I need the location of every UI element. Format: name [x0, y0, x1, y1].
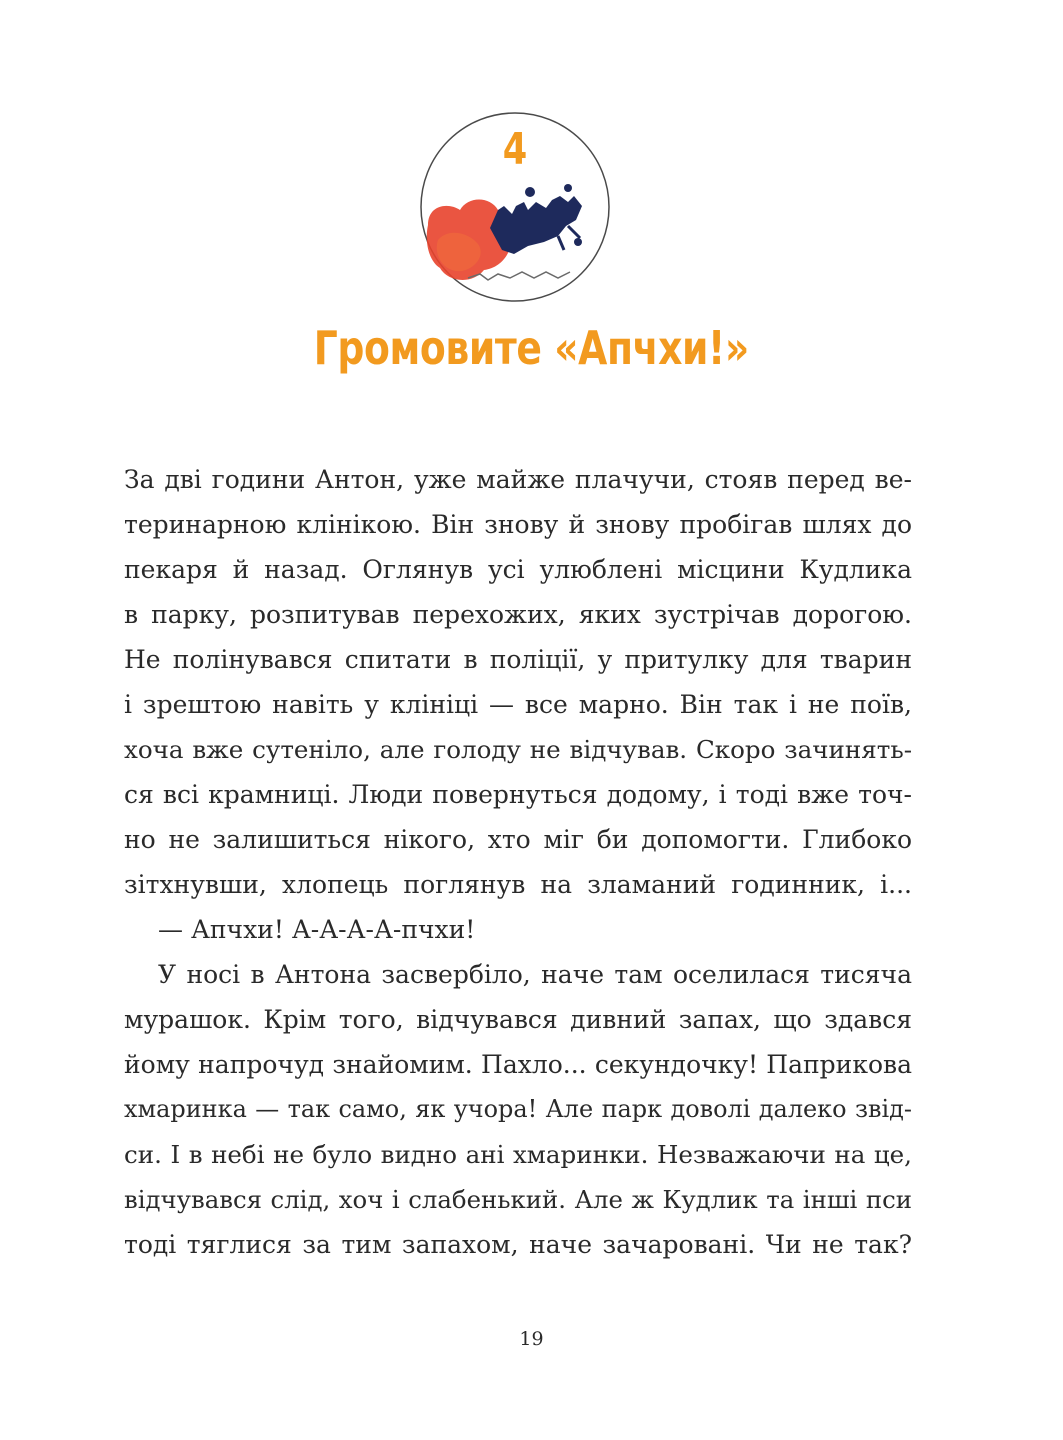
chapter-body	[124, 457, 912, 1267]
body-line: мурашок. Крім того, відчувався дивний запах, що здався	[124, 1005, 912, 1034]
chapter-number: 4	[502, 124, 528, 175]
body-line: У носі в Антона засвербіло, наче там оселилася тисяча	[158, 960, 912, 989]
body-line: в парку, розпитував перехожих, яких зустрічав дорогою.	[124, 600, 912, 629]
body-line: Не полінувався спитати в поліції, у притулку для тварин	[124, 645, 912, 674]
body-line: тоді тяглися за тим запахом, наче зачаровані. Чи не так?	[124, 1230, 912, 1259]
body-line: теринарною клінікою. Він знову й знову пробігав шлях до	[124, 510, 912, 539]
body-line: хмаринка — так само, як учора! Але парк доволі далеко звід-	[124, 1095, 912, 1123]
body-line: но не залишиться нікого, хто міг би допомогти. Глибоко	[124, 825, 912, 854]
page-number: 19	[519, 1328, 544, 1350]
body-line: За дві години Антон, уже майже плачучи, стояв перед ве-	[124, 465, 912, 494]
body-line: йому напрочуд знайомим. Пахло... секундочку! Паприкова	[124, 1050, 912, 1079]
chapter-title	[0, 318, 1063, 378]
chapter-title-text: Громовите «Апчхи!»	[313, 321, 750, 375]
body-line: пекаря й назад. Оглянув усі улюблені місцини Кудлика	[124, 555, 912, 584]
body-line: зітхнувши, хлопець поглянув на зламаний годинник, і...	[124, 870, 912, 899]
body-line: ся всі крамниці. Люди повернуться додому, і тоді вже точ-	[124, 780, 912, 809]
body-line: си. І в небі не було видно ані хмаринки. Незважаючи на це,	[124, 1140, 912, 1169]
dialogue-line: — Апчхи! А-А-А-А-пчхи!	[158, 915, 476, 944]
body-line: і зрештою навіть у клініці — все марно. Він так і не поїв,	[124, 690, 912, 719]
body-line: відчувався слід, хоч і слабенький. Але ж Кудлик та інші пси	[124, 1185, 912, 1214]
body-line: хоча вже сутеніло, але голоду не відчував. Скоро зачинять-	[124, 735, 912, 764]
